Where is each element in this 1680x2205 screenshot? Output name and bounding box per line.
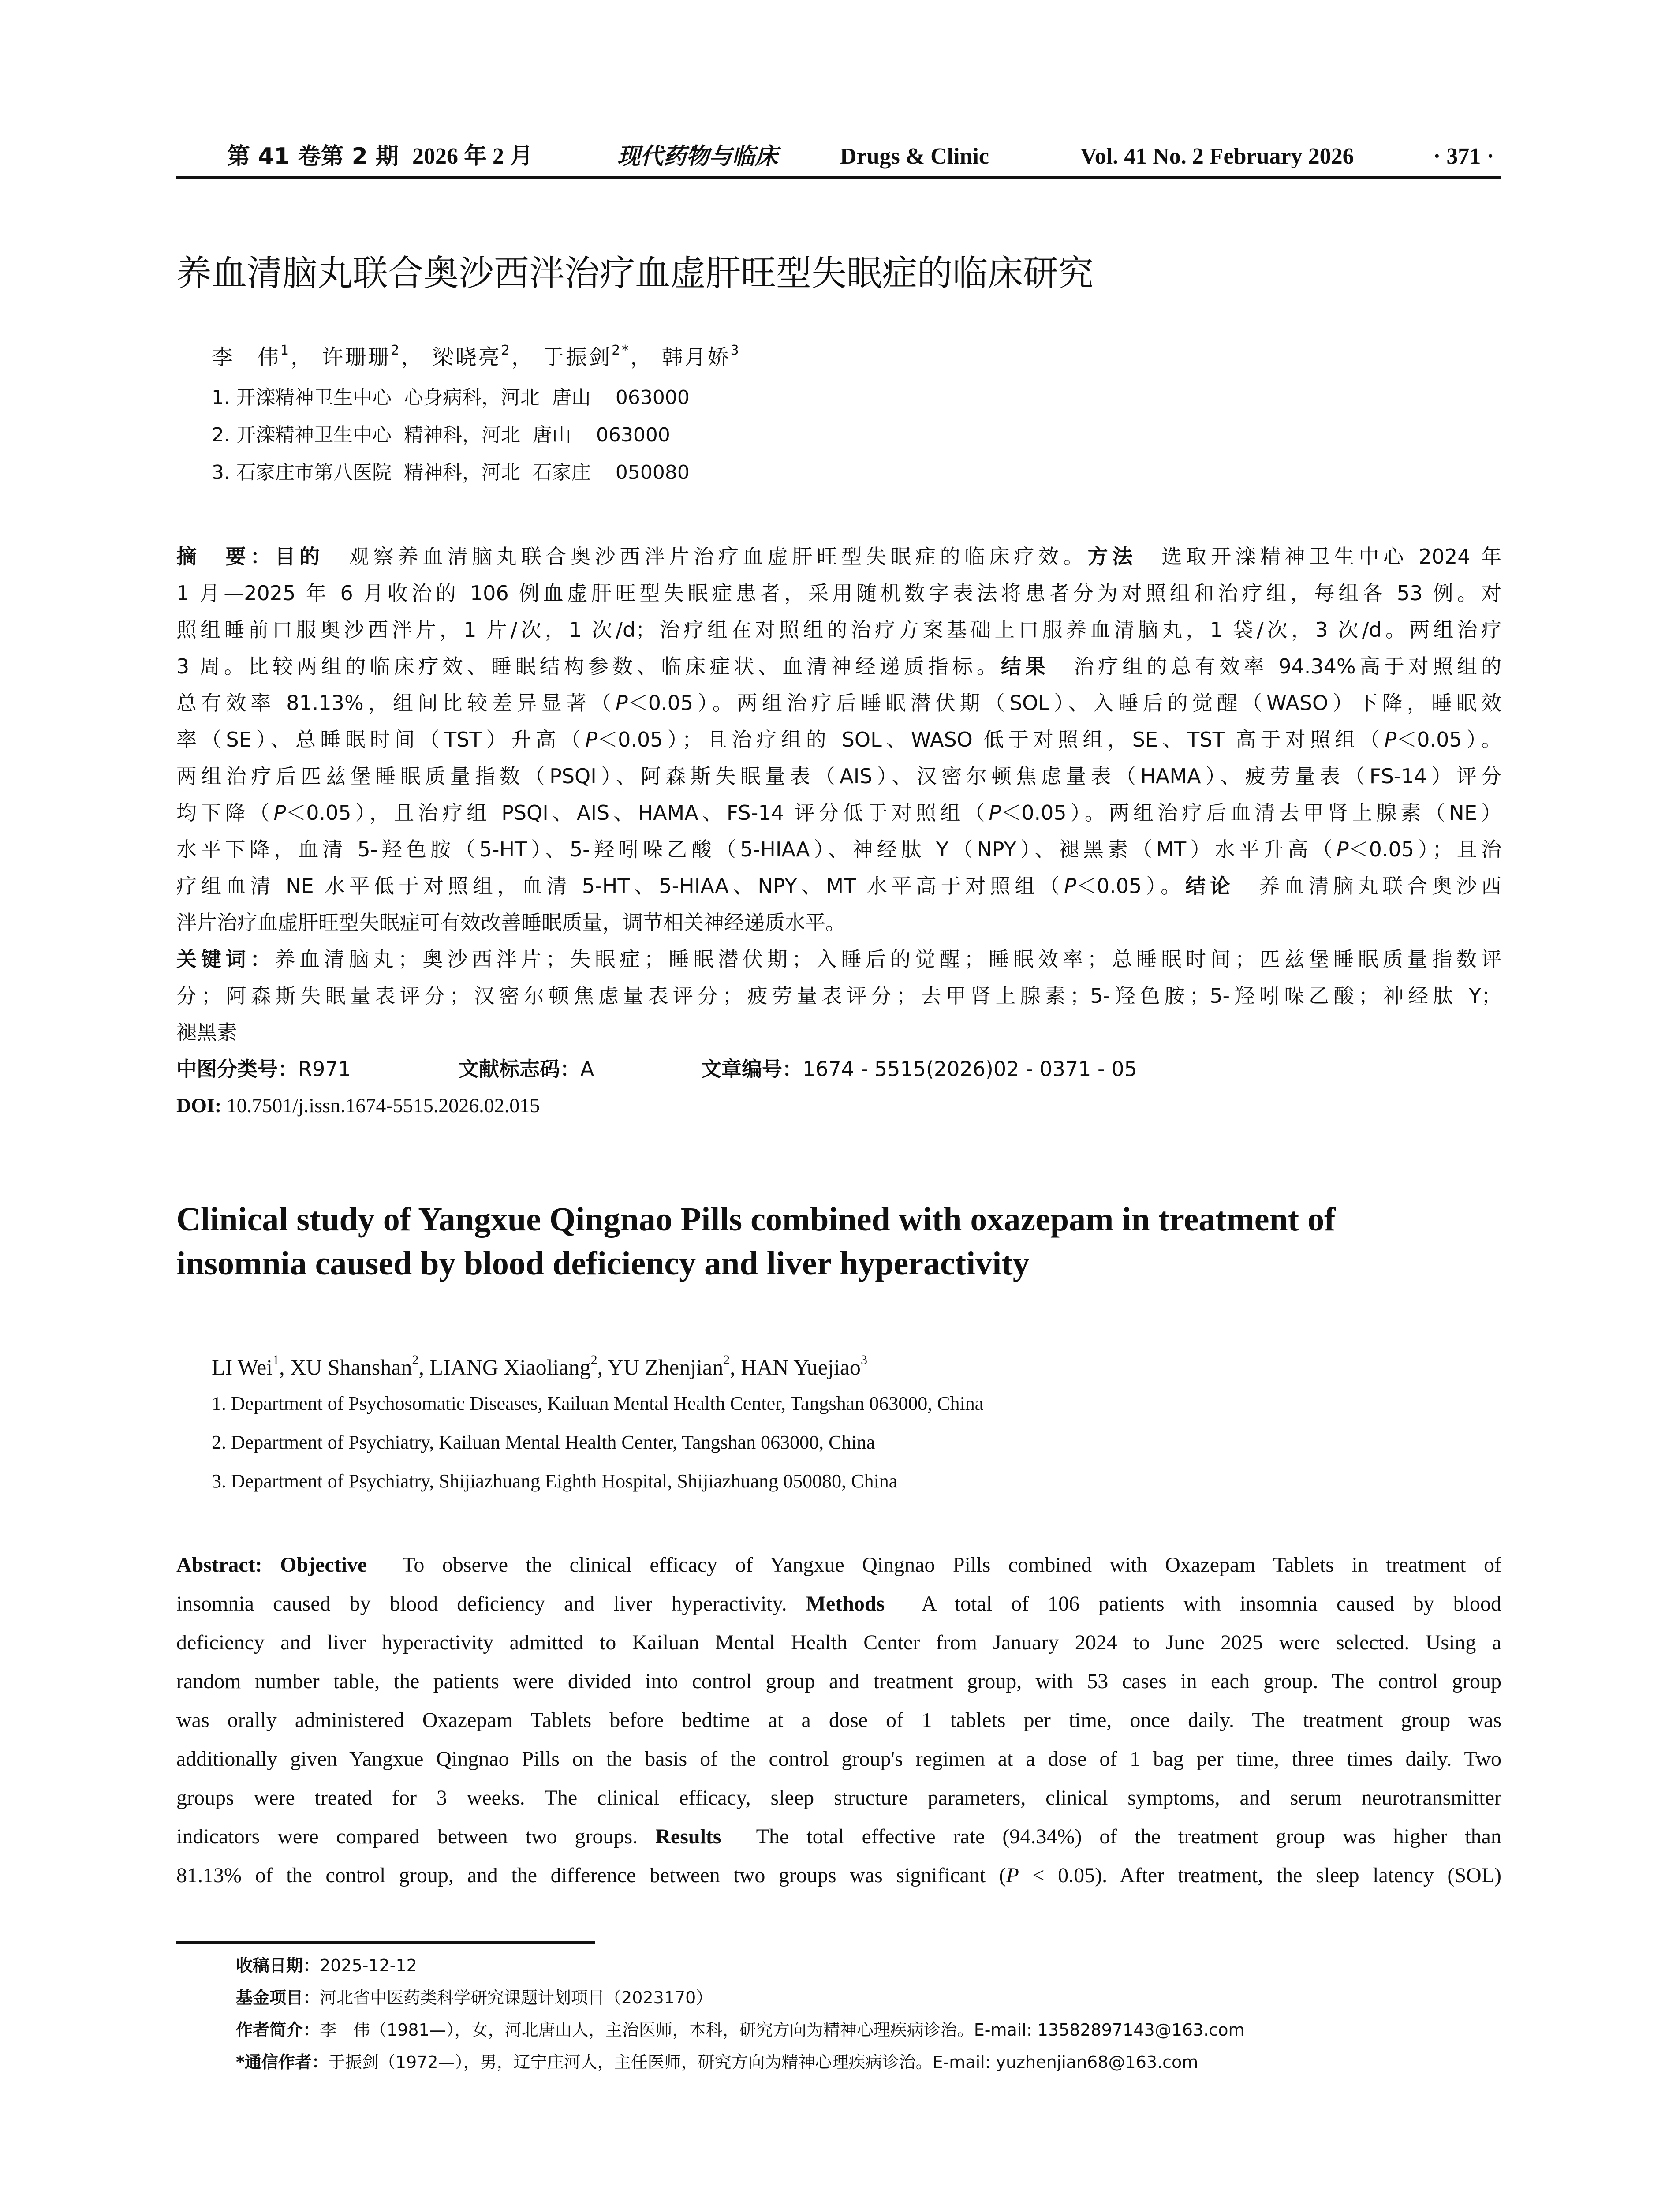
p-symbol: P (273, 801, 286, 825)
p-symbol: P (1336, 837, 1349, 861)
text: < 0.05). After treatment, the sleep latency (SOL) (1019, 1864, 1501, 1887)
section-label-results: 结果 (1001, 654, 1050, 678)
en-author-sup: 2 (412, 1353, 419, 1367)
en-title-line-1: Clinical study of Yangxue Qingnao Pills combined with oxazepam in treatment of (176, 1201, 1336, 1238)
footnote-corresponding-author (236, 2048, 1198, 2076)
cn-author: 李 伟 (212, 345, 281, 370)
keywords-label: 关键词： (176, 947, 275, 971)
section-label-conclusion: 结论 (1185, 874, 1235, 898)
text: ＜0.05）；且治疗组的 SOL、WASO 低于对照组，SE、TST 高于对照组（ (597, 728, 1385, 751)
separator: , (418, 1355, 430, 1379)
doi-label: DOI: (176, 1094, 222, 1117)
separator: ， (401, 345, 424, 370)
en-abstract-line: groups were treated for 3 weeks. The clinical efficacy, sleep structure parameters, clinical symptoms, and serum neurotransmitter (176, 1786, 1501, 1809)
separator: ， (511, 345, 534, 370)
clc-label: 中图分类号： (176, 1057, 298, 1081)
cn-author-sup: 2 (501, 343, 511, 358)
en-abstract-line (176, 1817, 1501, 1856)
text: 率（SE）、总睡眠时间（TST）升高（ (176, 728, 586, 751)
en-abstract-line (176, 1856, 1501, 1895)
cn-title: 养血清脑丸联合奥沙西泮治疗血虚肝旺型失眠症的临床研究 (176, 253, 1094, 294)
text: ＜0.05）；且治 (1348, 837, 1501, 861)
fund-value: 河北省中医药类科学研究课题计划项目（2023170） (320, 1988, 713, 2007)
header-journal-en: Drugs & Clinic (840, 144, 989, 169)
en-abstract-line: was orally administered Oxazepam Tablets before bedtime at a dose of 1 tablets per time, once daily. The treatment group was (176, 1708, 1501, 1732)
separator: , (279, 1355, 291, 1379)
received-label: 收稿日期： (236, 1956, 320, 1975)
p-symbol: P (585, 728, 598, 751)
cn-abstract-line: 1 月—2025 年 6 月收治的 106 例血虚肝旺型失眠症患者，采用随机数字表法将患者分为对照组和治疗组，每组各 53 例。对 (176, 581, 1501, 605)
cn-author-sup: 1 (280, 343, 291, 358)
clc-number (176, 1051, 351, 1087)
header-volume-cn: 第 41 卷第 2 期 (227, 143, 399, 170)
text: 水平下降，血清 5-羟色胺（5-HT）、5-羟吲哚乙酸（5-HIAA）、神经肽 Y（NPY）、褪黑素（MT）水平升高（ (176, 837, 1337, 861)
text: ＜0.05）。两组治疗后睡眠潜伏期（SOL）、入睡后的觉醒（WASO）下降，睡眠效 (627, 691, 1501, 715)
en-author: XU Shanshan (290, 1355, 412, 1379)
cn-abstract-line: 泮片治疗血虚肝旺型失眠症可有效改善睡眠质量，调节相关神经递质水平。 (176, 911, 846, 934)
author-bio-value: 李 伟（1981—），女，河北唐山人，主治医师，本科，研究方向为精神心理疾病诊治。E-mail: 13582897143@163.com (320, 2020, 1245, 2040)
cn-abstract-line (176, 722, 1501, 757)
article-number-label: 文章编号： (701, 1057, 803, 1081)
header-rule (176, 176, 1411, 179)
header-rule-right (1323, 176, 1501, 179)
en-title-line-2: insomnia caused by blood deficiency and liver hyperactivity (176, 1245, 1030, 1282)
cn-abstract-line (176, 685, 1501, 721)
cn-abstract-line: 两组治疗后匹兹堡睡眠质量指数（PSQI）、阿森斯失眠量表（AIS）、汉密尔顿焦虑量表（HAMA）、疲劳量表（FS-14）评分 (176, 764, 1501, 788)
text: To observe the clinical efficacy of Yangxue Qingnao Pills combined with Oxazepam Tablets in treatment of (367, 1553, 1501, 1577)
doi-link[interactable]: 10.7501/j.issn.1674-5515.2026.02.015 (226, 1094, 540, 1117)
text: ＜0.05）。 (1396, 728, 1501, 751)
header-page-number: · 371 · (1433, 144, 1494, 169)
en-author: YU Zhenjian (607, 1355, 724, 1379)
en-section-label-results: Results (655, 1825, 721, 1848)
en-author-sup: 1 (273, 1353, 280, 1367)
en-author-sup: 2 (590, 1353, 597, 1367)
cn-keywords-line: 褪黑素 (176, 1020, 237, 1044)
fund-label: 基金项目： (236, 1988, 320, 2007)
text: 治疗组的总有效率 94.34%高于对照组的 (1049, 654, 1501, 678)
cn-abstract-line (176, 868, 1501, 904)
en-author: LI Wei (212, 1355, 273, 1379)
separator: ， (630, 345, 653, 370)
author-bio-label: 作者简介： (236, 2020, 320, 2040)
footnote-received (236, 1951, 417, 1980)
p-symbol: P (1384, 728, 1397, 751)
received-value: 2025-12-12 (320, 1956, 417, 1975)
en-abstract-line: additionally given Yangxue Qingnao Pills on the basis of the control group's regimen at a dose of 1 bag per time, three times daily. Two (176, 1747, 1501, 1771)
footnote-fund (236, 1984, 713, 2012)
cn-author: 于振剑 (543, 345, 612, 370)
header-journal-cn: 现代药物与临床 (617, 143, 778, 170)
p-symbol: P (616, 691, 628, 715)
cn-abstract-line (176, 539, 1501, 574)
section-label-objective: 目的 (275, 545, 325, 568)
text: 观察养血清脑丸联合奥沙西泮片治疗血虚肝旺型失眠症的临床疗效。 (324, 545, 1088, 568)
text: insomnia caused by blood deficiency and liver hyperactivity. (176, 1592, 806, 1615)
separator: ， (291, 345, 314, 370)
en-abstract-line (176, 1585, 1501, 1623)
cn-abstract-label: 摘 要： (176, 545, 275, 568)
text: 养血清脑丸联合奥沙西 (1234, 874, 1501, 898)
footnote-rule (176, 1941, 595, 1944)
cn-author: 许珊珊 (322, 345, 391, 370)
text: The total effective rate (94.34%) of the treatment group was higher than (721, 1825, 1501, 1848)
section-label-methods: 方法 (1087, 545, 1137, 568)
doi (176, 1088, 540, 1123)
header-date-cn: 2026 年 2 月 (412, 144, 533, 169)
footnote-author-bio (236, 2016, 1244, 2044)
text: ＜0.05）。两组治疗后血清去甲肾上腺素（NE） (1001, 801, 1501, 825)
keywords-text: 养血清脑丸；奥沙西泮片；失眠症；睡眠潜伏期；入睡后的觉醒；睡眠效率；总睡眠时间；匹兹堡睡眠质量指数评 (275, 947, 1501, 971)
en-authors (212, 1349, 867, 1385)
en-affiliation-2: 2. Department of Psychiatry, Kailuan Mental Health Center, Tangshan 063000, China (212, 1431, 875, 1453)
cn-affiliation-1: 1. 开滦精神卫生中心 心身病科，河北 唐山 063000 (212, 386, 690, 409)
en-abstract-line: random number table, the patients were divided into control group and treatment group, with 53 cases in each group. The control group (176, 1670, 1501, 1693)
en-author-sup: 2 (723, 1353, 730, 1367)
cn-abstract-line (176, 649, 1501, 684)
cn-abstract-line (176, 795, 1501, 830)
article-number (701, 1051, 1137, 1087)
en-abstract-line: deficiency and liver hyperactivity admitted to Kailuan Mental Health Center from January 2024 to June 2025 were selected. Using a (176, 1631, 1501, 1654)
cn-affiliation-2: 2. 开滦精神卫生中心 精神科，河北 唐山 063000 (212, 424, 670, 446)
document-code (459, 1051, 594, 1087)
p-symbol: P (1006, 1864, 1019, 1887)
text: ＜0.05）。 (1076, 874, 1186, 898)
cn-author-sup: 2* (612, 343, 631, 358)
article-number-value: 1674 - 5515(2026)02 - 0371 - 05 (803, 1057, 1137, 1081)
en-author: HAN Yuejiao (741, 1355, 861, 1379)
document-code-label: 文献标志码： (459, 1057, 580, 1081)
cn-affiliation-3: 3. 石家庄市第八医院 精神科，河北 石家庄 050080 (212, 461, 690, 484)
cn-keywords-line: 分；阿森斯失眠量表评分；汉密尔顿焦虑量表评分；疲劳量表评分；去甲肾上腺素；5-羟色胺；5-羟吲哚乙酸；神经肽 Y； (176, 984, 1501, 1008)
cn-keywords-line (176, 942, 1501, 977)
text: indicators were compared between two groups. (176, 1825, 656, 1848)
p-symbol: P (989, 801, 1001, 825)
en-section-label-methods: Methods (806, 1592, 885, 1615)
p-symbol: P (1064, 874, 1076, 898)
cn-author: 梁晓亮 (432, 345, 501, 370)
en-author: LIANG Xiaoliang (429, 1355, 591, 1379)
text: ＜0.05），且治疗组 PSQI、AIS、HAMA、FS-14 评分低于对照组（ (286, 801, 989, 825)
text: 总有效率 81.13%，组间比较差异显著（ (176, 691, 616, 715)
en-abstract-label: Abstract: Objective (176, 1553, 367, 1577)
text: 选取开滦精神卫生中心 2024 年 (1137, 545, 1501, 568)
separator: , (597, 1355, 608, 1379)
text: 81.13% of the control group, and the difference between two groups was significant ( (176, 1864, 1006, 1887)
text: 疗组血清 NE 水平低于对照组，血清 5-HT、5-HIAA、NPY、MT 水平高于对照组（ (176, 874, 1064, 898)
corresponding-label: *通信作者： (236, 2052, 329, 2072)
document-code-value: A (580, 1057, 594, 1081)
en-affiliation-3: 3. Department of Psychiatry, Shijiazhuang Eighth Hospital, Shijiazhuang 050080, China (212, 1470, 898, 1492)
en-author-sup: 3 (860, 1353, 867, 1367)
cn-author-sup: 2 (391, 343, 401, 358)
cn-authors (212, 342, 741, 373)
separator: , (730, 1355, 741, 1379)
text: 均下降（ (176, 801, 274, 825)
cn-author: 韩月娇 (661, 345, 731, 370)
cn-abstract-line: 照组睡前口服奥沙西泮片，1 片/次，1 次/d；治疗组在对照组的治疗方案基础上口服养血清脑丸，1 袋/次，3 次/d。两组治疗 (176, 618, 1501, 642)
header-volume-en: Vol. 41 No. 2 February 2026 (1080, 144, 1354, 169)
en-affiliation-1: 1. Department of Psychosomatic Diseases, Kailuan Mental Health Center, Tangshan 063000, China (212, 1393, 984, 1414)
text: A total of 106 patients with insomnia caused by blood (885, 1592, 1501, 1615)
en-abstract-line (176, 1546, 1501, 1585)
cn-author-sup: 3 (730, 343, 741, 358)
corresponding-value: 于振剑（1972—），男，辽宁庄河人，主任医师，研究方向为精神心理疾病诊治。E-mail: yuzhenjian68@163.com (328, 2052, 1198, 2072)
cn-abstract-line (176, 832, 1501, 867)
clc-value: R971 (298, 1057, 351, 1081)
text: 3 周。比较两组的临床疗效、睡眠结构参数、临床症状、血清神经递质指标。 (176, 654, 1001, 678)
